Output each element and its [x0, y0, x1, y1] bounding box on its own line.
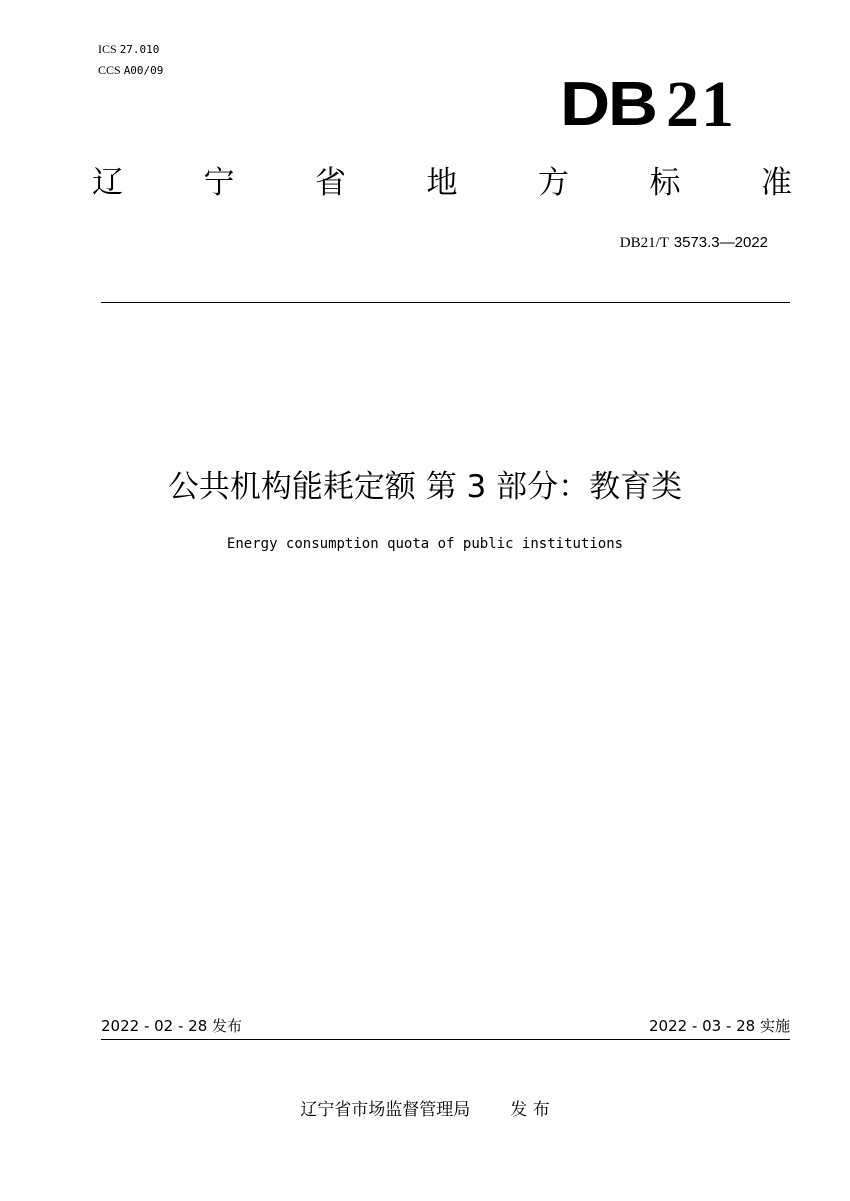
- header-divider: [101, 302, 790, 303]
- english-title: Energy consumption quota of public institutions: [226, 536, 624, 552]
- ics-code: [98, 42, 159, 57]
- logo-number: 21: [666, 68, 736, 141]
- standard-title-char: 地: [426, 165, 458, 201]
- ccs-code: [98, 63, 163, 78]
- standard-title-char: 宁: [203, 165, 235, 201]
- db21-logo: [560, 70, 760, 140]
- standard-number-rest: 3573.3—2022: [673, 234, 768, 251]
- standard-title-char: 标: [649, 165, 681, 201]
- ccs-label: CCS: [98, 63, 121, 77]
- logo-letters: DB: [560, 70, 656, 139]
- standard-number-prefix: DB21/T: [619, 235, 669, 251]
- standard-title-char: 准: [761, 165, 792, 201]
- document-title: 公共机构能耗定额 第 3 部分：教育类: [167, 469, 683, 505]
- publish-date: 2022 - 02 - 28 发布: [101, 1017, 243, 1035]
- standard-title-char: 省: [315, 165, 346, 201]
- footer-divider: [101, 1039, 790, 1040]
- standard-title-char: 方: [538, 165, 569, 201]
- ics-code-value: 27.010: [119, 43, 160, 56]
- implement-date: 2022 - 03 - 28 实施: [648, 1017, 790, 1035]
- standard-type-title: [92, 160, 792, 206]
- issuer: [0, 1098, 850, 1122]
- standard-number: [620, 232, 768, 253]
- ccs-code-value: A00/09: [123, 64, 164, 77]
- issuer-action: 发 布: [510, 1100, 550, 1120]
- standard-title-char: 辽: [92, 165, 123, 201]
- ics-label: ICS: [98, 42, 117, 56]
- issuer-name: 辽宁省市场监督管理局: [300, 1100, 471, 1120]
